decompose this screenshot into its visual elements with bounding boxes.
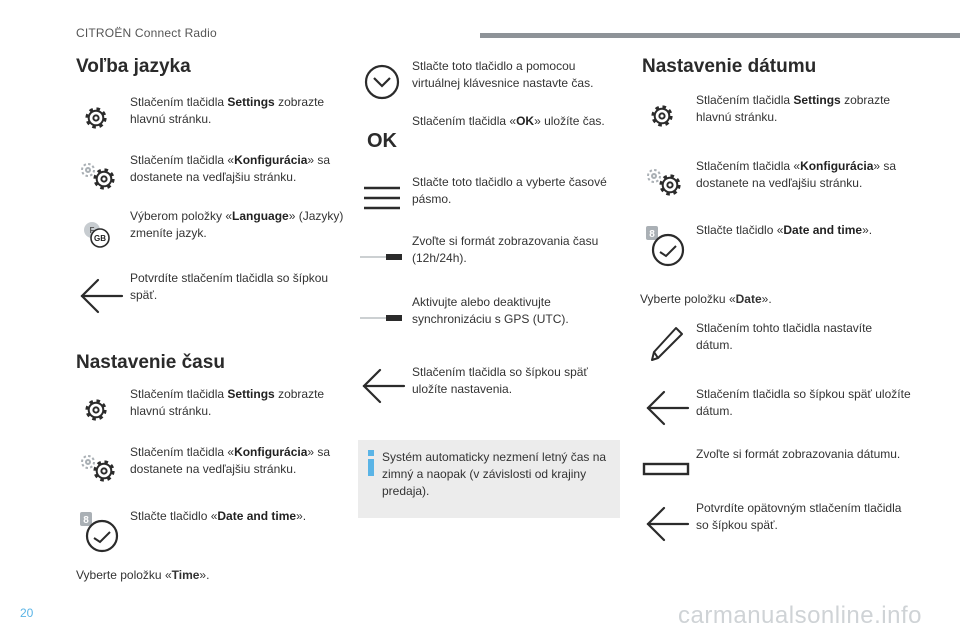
step-text-bold: Konfigurácia	[800, 159, 874, 173]
step-text-pre: Potvrdíte opätovným stlačením tlačidla so šípkou späť.	[696, 501, 902, 532]
chevron-down-icon	[358, 58, 406, 106]
step-text-post: zobrazte hlavnú stránku.	[130, 387, 325, 418]
step-text-pre: Stlačením tlačidla «	[696, 159, 801, 173]
clock-icon	[642, 222, 690, 270]
step-text-bold: OK	[516, 114, 535, 128]
step-text-bold: Date and time	[217, 509, 297, 523]
step-text-pre: Stlačením tohto tlačidla nastavíte dátum.	[696, 321, 873, 352]
step-text-pre: Stlačte toto tlačidlo a vyberte časové pásmo.	[412, 175, 607, 206]
step-text-pre: Stlačte toto tlačidlo a pomocou virtuálnej klávesnice nastavte čas.	[412, 59, 594, 90]
step-text-bold: Settings	[227, 95, 275, 109]
back-arrow-icon	[642, 500, 690, 548]
step-text-bold: Settings	[227, 387, 275, 401]
step-text-pre: Výberom položky «	[130, 209, 233, 223]
gear-icon	[76, 94, 124, 142]
flag-label-f: F	[89, 226, 95, 235]
step-text-pre: Stlačením tlačidla	[130, 387, 228, 401]
step-text-bold: Konfigurácia	[234, 445, 308, 459]
select-post: ».	[761, 292, 772, 306]
step-text-bold: Konfigurácia	[234, 153, 308, 167]
ok-label: OK	[367, 130, 397, 152]
select-pre: Vyberte položku «	[640, 292, 736, 306]
header-title: CITROËN Connect Radio	[76, 26, 217, 40]
step-text-pre: Stlačením tlačidla «	[130, 445, 235, 459]
language-flag-icon	[76, 208, 124, 256]
date-format-box-icon	[642, 446, 690, 494]
select-bold: Time	[171, 568, 200, 582]
select-bold: Date	[735, 292, 762, 306]
double-gear-icon	[76, 152, 124, 200]
back-arrow-icon	[642, 386, 690, 434]
select-pre: Vyberte položku «	[76, 568, 172, 582]
step-text-post: » uložíte čas.	[534, 114, 605, 128]
step-text-pre: Stlačením tlačidla «	[130, 153, 235, 167]
section-title-time: Nastavenie času	[76, 352, 225, 373]
info-icon	[366, 450, 376, 476]
step-text-post: zobrazte hlavnú stránku.	[696, 93, 891, 124]
step-text-post: » sa dostanete na vedľajšiu stránku.	[696, 159, 897, 190]
info-note	[358, 440, 620, 518]
step-text-pre: Stlačením tlačidla so šípkou späť uložíte dátum.	[696, 387, 911, 418]
pencil-icon	[642, 320, 690, 368]
time-select-line	[76, 568, 209, 582]
info-note-text: Systém automaticky nezmení letný čas na zimný a naopak (v závislosti od krajiny predaja).	[382, 450, 607, 498]
step-text-bold: Date and time	[783, 223, 863, 237]
page-number: 20	[20, 606, 34, 620]
step-text-pre: Aktivujte alebo deaktivujte synchronizáciu s GPS (UTC).	[412, 295, 569, 326]
toggle-switch-icon	[358, 294, 406, 342]
clock-icon	[76, 508, 124, 556]
step-text-pre: Stlačte tlačidlo «	[130, 509, 218, 523]
step-text-post: zobrazte hlavnú stránku.	[130, 95, 325, 126]
step-text-bold: Language	[232, 209, 289, 223]
double-gear-icon	[642, 158, 690, 206]
step-text-pre: Stlačením tlačidla so šípkou späť uložíte nastavenia.	[412, 365, 588, 396]
header-rule	[480, 33, 960, 38]
step-text-post: » sa dostanete na vedľajšiu stránku.	[130, 445, 331, 476]
flag-label-gb: GB	[94, 234, 106, 243]
step-text-pre: Stlačte tlačidlo «	[696, 223, 784, 237]
gear-icon	[76, 386, 124, 434]
step-text-pre: Stlačením tlačidla «	[412, 114, 517, 128]
back-arrow-icon	[358, 364, 406, 412]
toggle-switch-icon	[358, 233, 406, 281]
clock-digit: 8	[83, 515, 89, 526]
step-text-post: » sa dostanete na vedľajšiu stránku.	[130, 153, 331, 184]
section-title-date: Nastavenie dátumu	[642, 56, 817, 77]
select-post: ».	[199, 568, 210, 582]
double-gear-icon	[76, 444, 124, 492]
watermark: carmanualsonline.info	[678, 602, 922, 629]
step-text-post: » (Jazyky) zmeníte jazyk.	[130, 209, 344, 240]
step-text-pre: Stlačením tlačidla	[130, 95, 228, 109]
section-title-language: Voľba jazyka	[76, 56, 191, 77]
menu-lines-icon	[358, 174, 406, 222]
step-text-post: ».	[296, 509, 307, 523]
back-arrow-icon	[76, 270, 124, 318]
gear-icon	[642, 92, 690, 140]
step-text-pre: Zvoľte si formát zobrazovania dátumu.	[696, 447, 901, 461]
step-text-pre: Potvrdíte stlačením tlačidla so šípkou späť.	[130, 271, 329, 302]
step-text-pre: Zvoľte si formát zobrazovania času (12h/24h).	[412, 234, 599, 265]
step-text-pre: Stlačením tlačidla	[696, 93, 794, 107]
date-select-line	[640, 292, 772, 306]
ok-icon	[358, 113, 406, 161]
step-text-bold: Settings	[793, 93, 841, 107]
clock-digit: 8	[649, 229, 655, 240]
step-text-post: ».	[862, 223, 873, 237]
